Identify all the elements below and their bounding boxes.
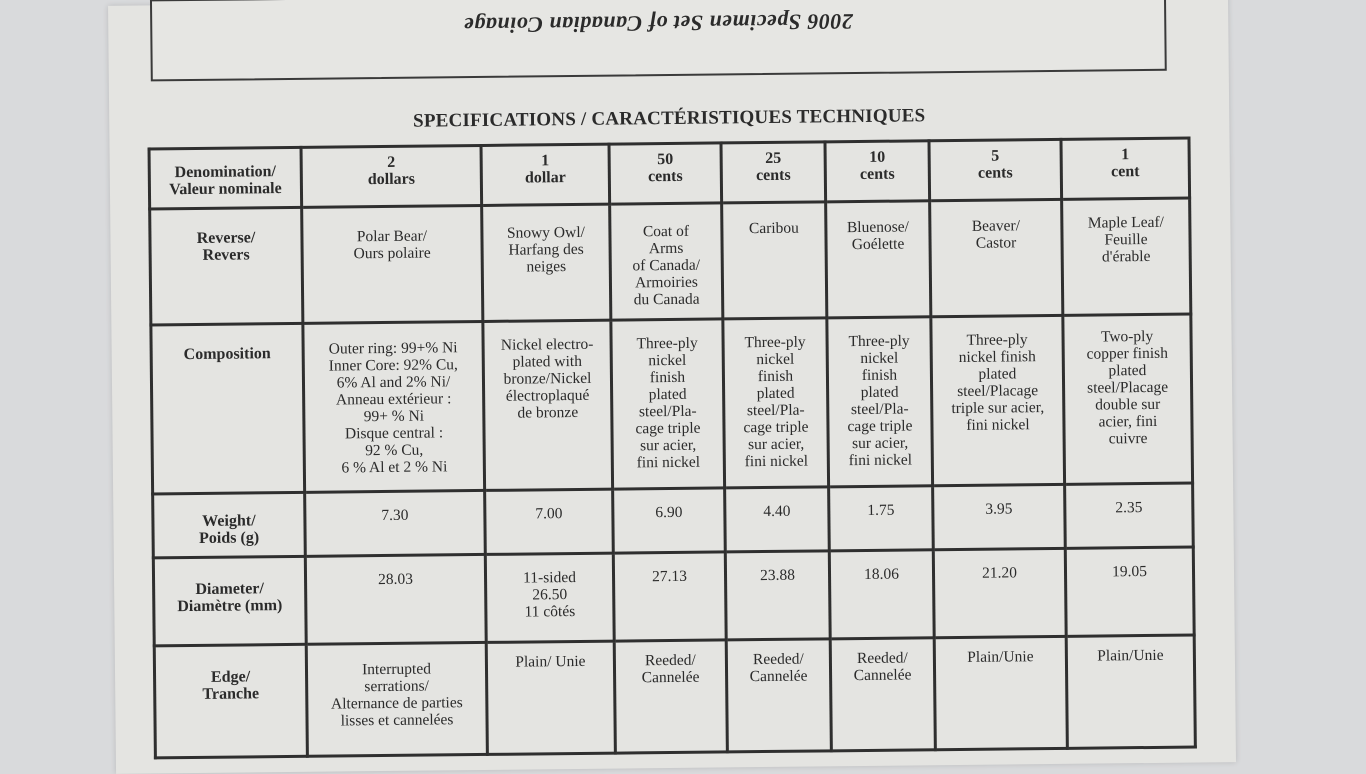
booklet-page <box>108 0 1236 774</box>
cell-reverse-2-dollars: Polar Bear/ Ours polaire <box>302 206 483 324</box>
cell-composition-25-cents: Three-ply nickel finish plated steel/Pla- cage triple sur acier, fini nickel <box>723 318 829 487</box>
cell-reverse-1-dollar: Snowy Owl/ Harfang des neiges <box>482 204 611 322</box>
cell-diameter-25-cents: 23.88 <box>725 550 830 639</box>
table-row-reverse <box>150 198 1191 325</box>
cell-weight-1-dollar: 7.00 <box>485 489 614 554</box>
cell-composition-2-dollars: Outer ring: 99+% Ni Inner Core: 92% Cu, 6% Al and 2% Ni/ Anneau extérieur : 99+ % Ni Disque central : 92 % Cu, 6 % Al et 2 % Ni <box>303 322 485 492</box>
cell-diameter-1-cent: 19.05 <box>1065 547 1194 636</box>
cell-edge-5-cents: Plain/Unie <box>934 636 1067 750</box>
booklet-title: 2006 Specimen Set of Canadian Coinage <box>463 9 854 39</box>
header-10-cents: 10 cents <box>825 141 930 202</box>
header-50-cents: 50 cents <box>609 143 722 204</box>
cell-weight-2-dollars: 7.30 <box>305 490 486 556</box>
cell-reverse-50-cents: Coat of Arms of Canada/ Armoiries du Canada <box>610 203 723 320</box>
cell-weight-5-cents: 3.95 <box>933 484 1066 549</box>
table-row-composition <box>151 314 1193 493</box>
cell-diameter-50-cents: 27.13 <box>613 552 726 641</box>
header-denomination-label: Denomination/ Valeur nominale <box>149 147 302 209</box>
table-row-edge <box>154 635 1195 758</box>
row-label-diameter: Diameter/ Diamètre (mm) <box>153 556 306 646</box>
specifications-heading: SPECIFICATIONS / CARACTÉRISTIQUES TECHNIQUES <box>413 105 926 132</box>
cell-composition-5-cents: Three-ply nickel finish plated steel/Placage triple sur acier, fini nickel <box>931 316 1065 486</box>
cell-edge-1-cent: Plain/Unie <box>1066 635 1195 749</box>
cell-composition-10-cents: Three-ply nickel finish plated steel/Pla- cage triple sur acier, fini nickel <box>827 317 933 486</box>
cell-edge-25-cents: Reeded/ Cannelée <box>726 639 831 752</box>
cell-edge-10-cents: Reeded/ Cannelée <box>830 638 935 751</box>
cell-reverse-25-cents: Caribou <box>722 202 827 319</box>
cell-reverse-10-cents: Bluenose/ Goélette <box>826 201 931 318</box>
cell-weight-25-cents: 4.40 <box>725 486 830 551</box>
cell-composition-50-cents: Three-ply nickel finish plated steel/Pla- cage triple sur acier, fini nickel <box>611 319 725 488</box>
cell-diameter-1-dollar: 11-sided 26.50 11 côtés <box>485 553 614 642</box>
table-row-diameter <box>153 547 1194 646</box>
header-25-cents: 25 cents <box>721 142 826 203</box>
cell-composition-1-cent: Two-ply copper finish plated steel/Placage double sur acier, fini cuivre <box>1063 314 1193 484</box>
cell-weight-1-cent: 2.35 <box>1065 483 1194 548</box>
cell-weight-10-cents: 1.75 <box>829 485 934 550</box>
row-label-composition: Composition <box>151 324 305 494</box>
cell-reverse-1-cent: Maple Leaf/ Feuille d'érable <box>1062 198 1191 316</box>
header-2-dollars: 2 dollars <box>301 145 482 207</box>
row-label-edge: Edge/ Tranche <box>154 644 307 758</box>
upside-down-title-box <box>150 0 1167 81</box>
cell-composition-1-dollar: Nickel electro- plated with bronze/Nickel électroplaqué de bronze <box>483 320 613 490</box>
table-row-denomination <box>149 138 1190 209</box>
row-label-weight: Weight/ Poids (g) <box>153 492 306 558</box>
cell-diameter-5-cents: 21.20 <box>933 548 1066 638</box>
specifications-table <box>148 137 1197 760</box>
header-5-cents: 5 cents <box>929 139 1062 200</box>
header-1-cent: 1 cent <box>1061 138 1190 199</box>
cell-weight-50-cents: 6.90 <box>613 487 726 552</box>
cell-edge-50-cents: Reeded/ Cannelée <box>614 640 727 753</box>
row-label-reverse: Reverse/ Revers <box>150 207 303 325</box>
cell-diameter-2-dollars: 28.03 <box>305 554 486 644</box>
header-1-dollar: 1 dollar <box>481 144 610 205</box>
cell-diameter-10-cents: 18.06 <box>829 549 934 638</box>
table-row-weight <box>153 483 1194 558</box>
cell-reverse-5-cents: Beaver/ Castor <box>930 199 1063 317</box>
cell-edge-2-dollars: Interrupted serrations/ Alternance de parties lisses et cannelées <box>306 642 487 756</box>
cell-edge-1-dollar: Plain/ Unie <box>486 641 615 755</box>
